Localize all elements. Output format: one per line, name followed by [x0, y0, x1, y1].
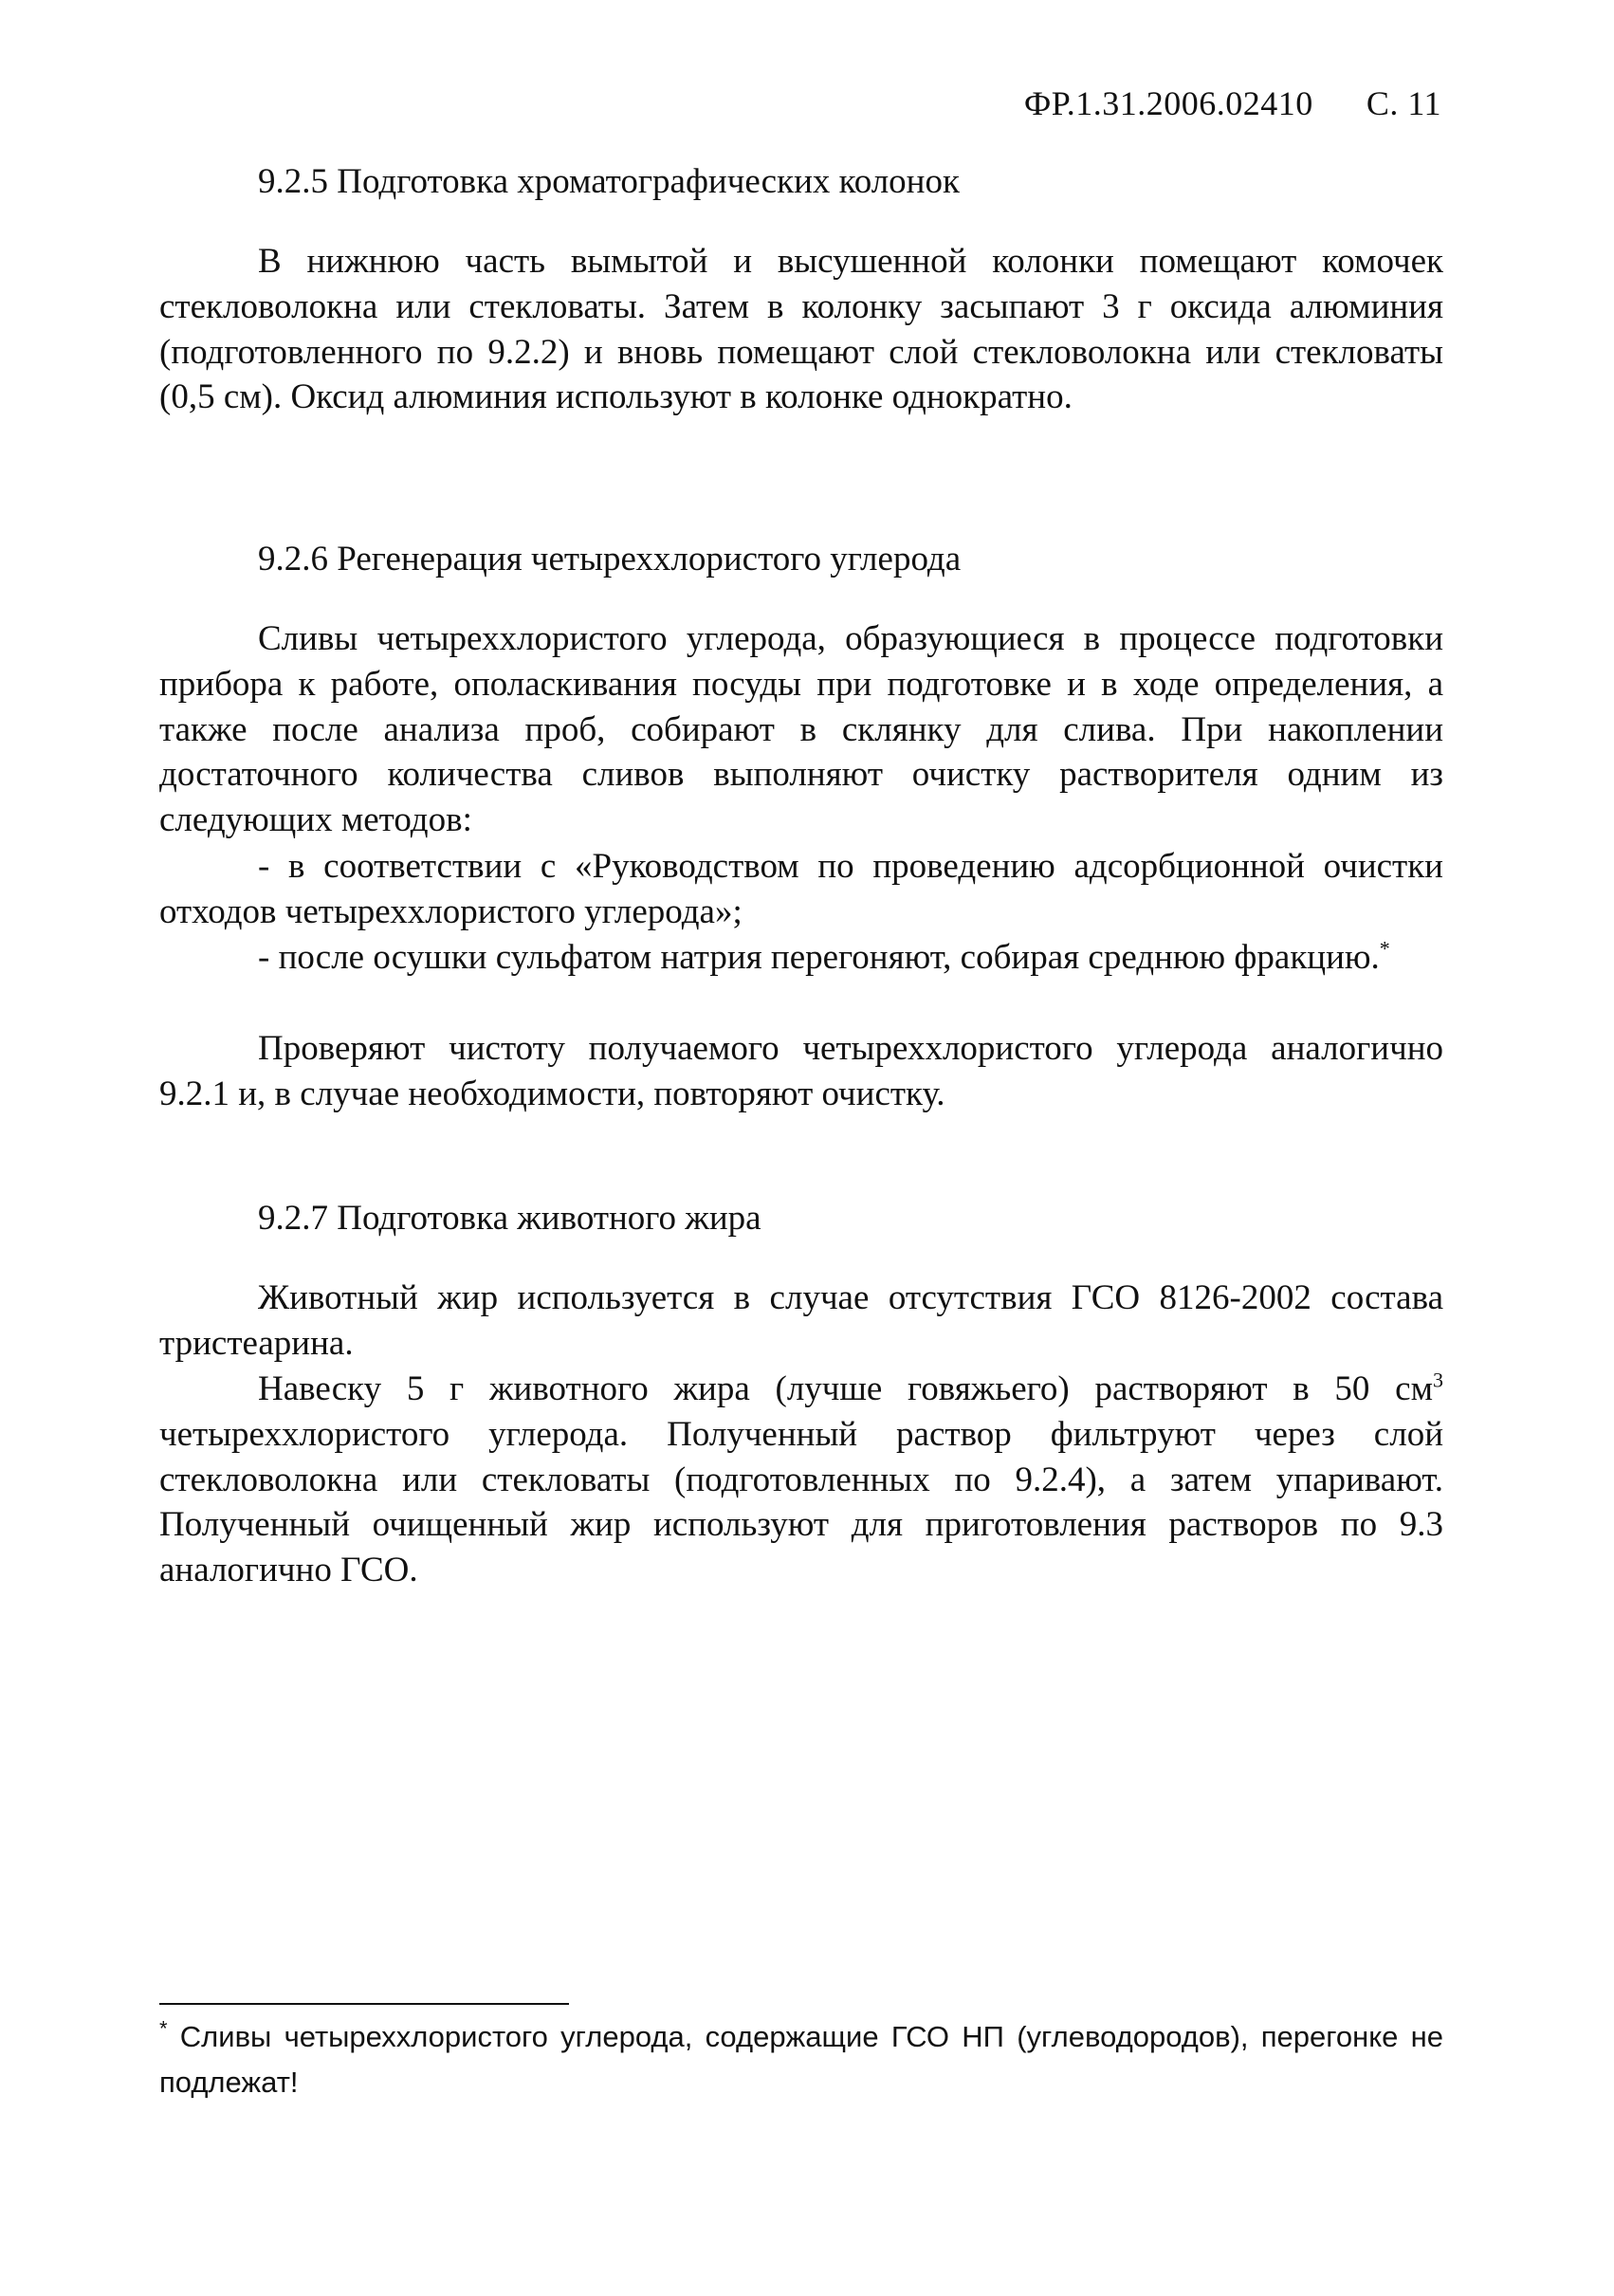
paragraph-9-2-6-check: Проверяют чистоту получаемого четыреххлористого углерода аналогично 9.2.1 и, в случае необходимости, повторяют очистку. [159, 1029, 1443, 1113]
section-heading-9-2-6: 9.2.6 Регенерация четыреххлористого углерода [258, 540, 962, 579]
procedure-text-b: четыреххлористого углерода. Полученный раствор фильтруют через слой стекловолокна или стекловаты (подготовленных по 9.2.4), а затем упаривают. Полученный очищенный жир используют для приготовления растворов по 9.3 аналогично ГСО. [159, 1414, 1443, 1590]
page-header [1024, 83, 1441, 123]
document-code: ФР.1.31.2006.02410 [1023, 84, 1313, 122]
paragraph-9-2-6-intro: Сливы четыреххлористого углерода, образующиеся в процессе подготовки прибора к работе, ополаскивания посуды при подготовке и в ходе определения, а также после анализа проб, собирают в склянку для слива. При накоплении достаточного количества сливов выполняют очистку растворителя одним из следующих методов: [159, 619, 1443, 840]
paragraph-9-2-7-intro: Животный жир используется в случае отсутствия ГСО 8126-2002 состава тристеарина. [159, 1278, 1443, 1363]
page-number: С. 11 [1366, 84, 1441, 122]
footnote [159, 2014, 1443, 2105]
section-heading-9-2-5: 9.2.5 Подготовка хроматографических колонок [258, 162, 960, 201]
list-item-method-2-text: - после осушки сульфатом натрия перегоняют, собирая среднюю фракцию. [258, 938, 1380, 977]
footnote-divider [159, 2003, 569, 2005]
section-heading-9-2-7: 9.2.7 Подготовка животного жира [258, 1199, 761, 1238]
paragraph-9-2-7-procedure [159, 1367, 1443, 1593]
list-item-method-1: - в соответствии с «Руководством по проведению адсорбционной очистки отходов четыреххлористого углерода»; [159, 847, 1443, 931]
footnote-mark: * [159, 2016, 168, 2041]
procedure-text-a: Навеску 5 г животного жира (лучше говяжьего) растворяют в 50 см [258, 1369, 1433, 1408]
footnote-reference: * [1379, 936, 1390, 961]
footnote-text: Сливы четыреххлористого углерода, содержащие ГСО НП (углеводородов), перегонке не подлежат! [159, 2020, 1443, 2099]
superscript-3: 3 [1433, 1368, 1443, 1392]
paragraph-9-2-5: В нижнюю часть вымытой и высушенной колонки помещают комочек стекловолокна или стекловаты. Затем в колонку засыпают 3 г оксида алюминия (подготовленного по 9.2.2) и вновь помещают слой стекловолокна или стекловаты (0,5 см). Оксид алюминия используют в колонке однократно. [159, 242, 1443, 417]
list-item-method-2 [159, 935, 1443, 981]
